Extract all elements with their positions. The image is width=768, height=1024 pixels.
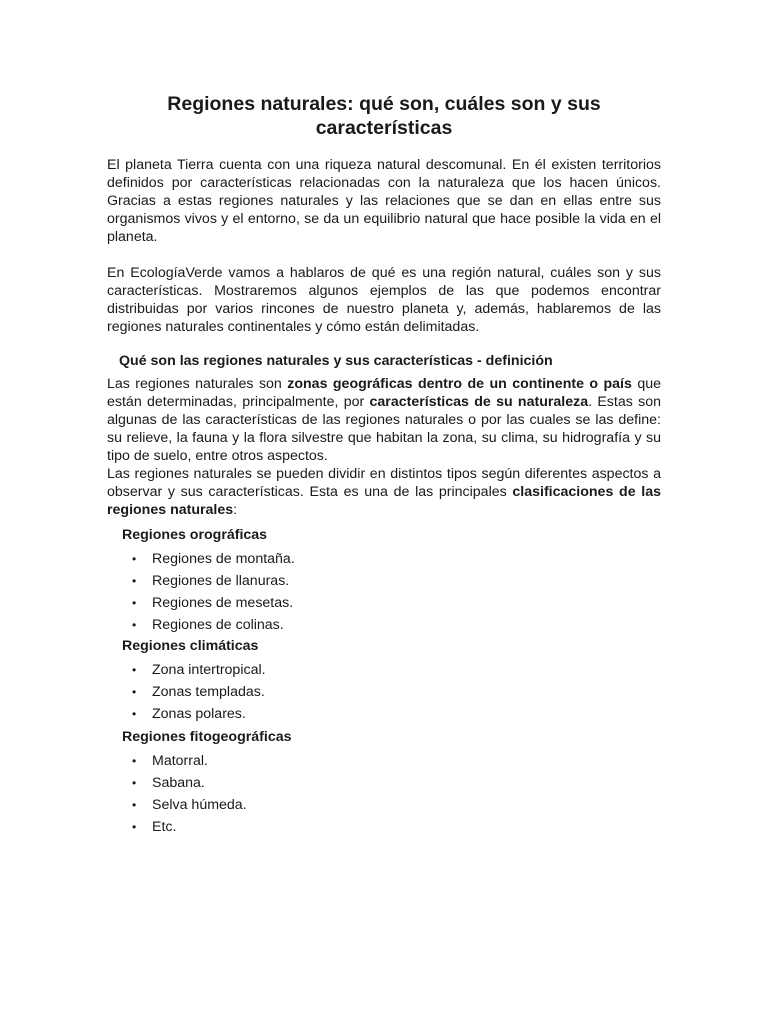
- list-item: [122, 750, 642, 772]
- list-item-text: Sabana.: [152, 775, 205, 791]
- list-item-text: Etc.: [152, 819, 177, 835]
- bullet-icon: •: [132, 707, 137, 721]
- list-item-text: Matorral.: [152, 753, 208, 769]
- list-item: [122, 614, 642, 636]
- group-heading: Regiones fitogeográficas: [122, 729, 292, 745]
- list-item-text: Regiones de colinas.: [152, 617, 284, 633]
- list-item-text: Regiones de montaña.: [152, 551, 295, 567]
- bullet-list: [122, 750, 642, 838]
- list-item: [122, 548, 642, 570]
- bullet-icon: •: [132, 776, 137, 790]
- list-item: [122, 592, 642, 614]
- definition-paragraph: [107, 375, 661, 465]
- phytogeographic-regions-group: [122, 728, 642, 838]
- group-heading: Regiones climáticas: [122, 638, 259, 654]
- bullet-list: [122, 659, 642, 725]
- bullet-icon: •: [132, 754, 137, 768]
- definition-bold-2: características de su naturaleza: [369, 394, 589, 410]
- definition-text-2: que están determinadas, principalmente, por: [107, 376, 661, 410]
- intro-paragraph: El planeta Tierra cuenta con una riqueza natural descomunal. En él existen territorios definidos por características relacionadas con la naturaleza que los hacen únicos. Gracias a estas regiones naturales y las relaciones que se dan en ellas entre sus organismos vivos y el entorno, se da un equilibrio natural que hace posible la vida en el planeta.: [107, 157, 661, 245]
- climatic-regions-group: [122, 637, 642, 725]
- list-item-text: Zonas templadas.: [152, 684, 265, 700]
- definition-text-1: Las regiones naturales son: [107, 376, 288, 392]
- list-item-text: Regiones de mesetas.: [152, 595, 294, 611]
- document-title: Regiones naturales: qué son, cuáles son y sus características: [167, 93, 601, 139]
- list-item: [122, 772, 642, 794]
- list-item-text: Regiones de llanuras.: [152, 573, 290, 589]
- classification-text-1: Las regiones naturales se pueden dividir en distintos tipos según diferentes aspectos a observar y sus características. Esta es una de las principales: [107, 466, 661, 500]
- list-item: [122, 816, 642, 838]
- list-item: [122, 681, 642, 703]
- orographic-regions-group: [122, 526, 642, 636]
- section-heading: Qué son las regiones naturales y sus características - definición: [119, 353, 553, 369]
- group-heading: Regiones orográficas: [122, 527, 268, 543]
- list-item-text: Zonas polares.: [152, 706, 246, 722]
- bullet-icon: •: [132, 574, 137, 588]
- classification-paragraph: [107, 465, 661, 519]
- list-item: [122, 794, 642, 816]
- list-item: [122, 659, 642, 681]
- bullet-icon: •: [132, 685, 137, 699]
- bullet-icon: •: [132, 663, 137, 677]
- bullet-list: [122, 548, 642, 636]
- list-item-text: Selva húmeda.: [152, 797, 247, 813]
- classification-text-2: :: [233, 502, 238, 518]
- overview-paragraph: En EcologíaVerde vamos a hablaros de qué es una región natural, cuáles son y sus características. Mostraremos algunos ejemplos de las que podemos encontrar distribuidas por varios rincones de nuestro planeta y, además, hablaremos de las regiones naturales continentales y cómo están delimitadas.: [107, 265, 661, 335]
- definition-bold-1: zonas geográficas dentro de un continente o país: [287, 376, 632, 392]
- definition-text-3: . Estas son algunas de las características de las regiones naturales o por las cuales se las define: su relieve, la fauna y la flora silvestre que habitan la zona, su clima, su hidrografía y su tipo de suelo, entre otros aspectos.: [107, 394, 662, 464]
- bullet-icon: •: [132, 596, 137, 610]
- bullet-icon: •: [132, 798, 137, 812]
- bullet-icon: •: [132, 618, 137, 632]
- list-item: [122, 703, 642, 725]
- list-item-text: Zona intertropical.: [152, 662, 266, 678]
- bullet-icon: •: [132, 552, 137, 566]
- bullet-icon: •: [132, 820, 137, 834]
- classification-bold-1: clasificaciones de las regiones naturales: [107, 484, 661, 518]
- list-item: [122, 570, 642, 592]
